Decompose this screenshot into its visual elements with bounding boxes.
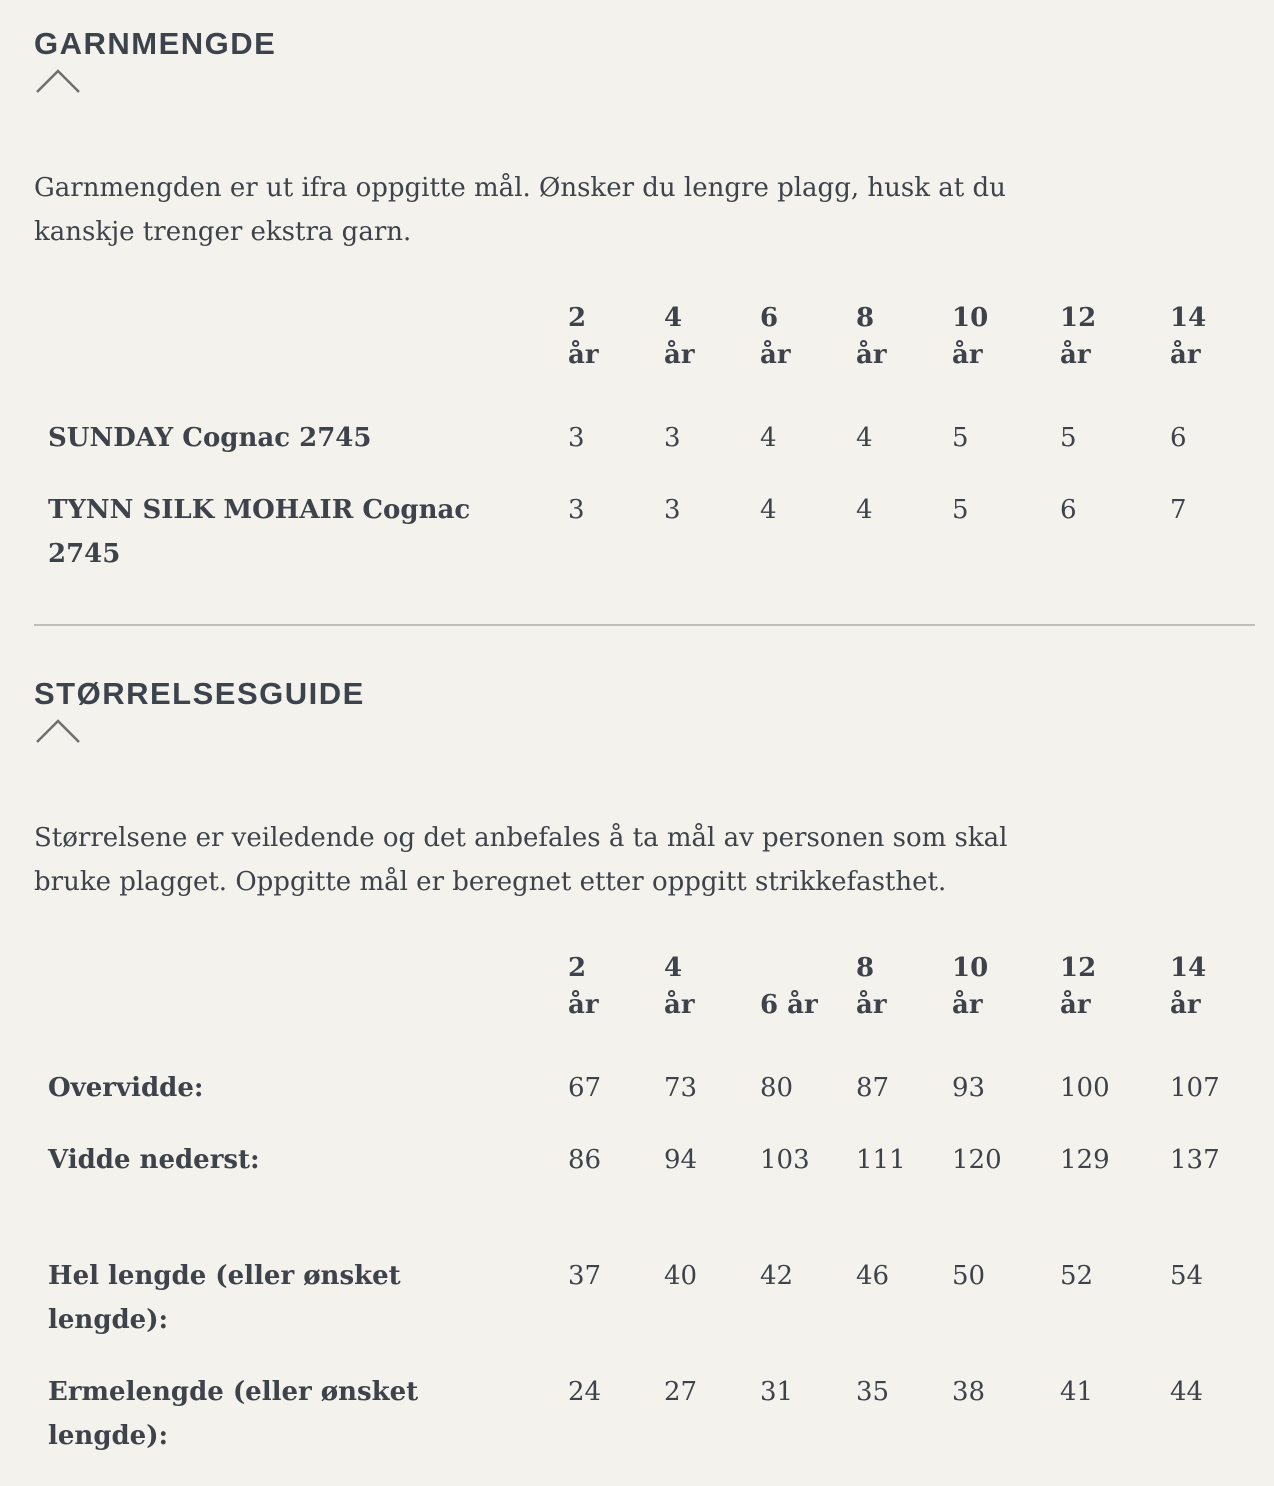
column-header: 6 år — [760, 990, 818, 1020]
cell-value: 103 — [760, 1145, 810, 1175]
row-label: Ermelengde (eller ønsket lengde): — [48, 1377, 419, 1451]
cell-value: 7 — [1170, 495, 1187, 525]
cell-value: 4 — [760, 495, 777, 525]
section-divider — [34, 624, 1255, 626]
row-label: Hel lengde (eller ønsket lengde): — [48, 1261, 401, 1335]
cell-value: 4 — [856, 423, 873, 453]
cell-value: 27 — [664, 1377, 698, 1407]
column-header-empty — [34, 950, 568, 1066]
cell-value: 80 — [760, 1073, 794, 1103]
table-row — [34, 416, 1240, 488]
cell-value: 3 — [664, 423, 681, 453]
cell-value: 42 — [760, 1261, 794, 1291]
cell-value: 44 — [1170, 1377, 1204, 1407]
cell-value: 137 — [1170, 1145, 1220, 1175]
cell-value: 93 — [952, 1073, 986, 1103]
column-header: 2 år — [568, 303, 599, 370]
cell-value: 129 — [1060, 1145, 1110, 1175]
column-header: 6 år — [760, 303, 791, 370]
cell-value: 5 — [1060, 423, 1077, 453]
table-head-row — [34, 950, 1240, 1066]
column-header: 4 år — [664, 953, 695, 1020]
table-row — [34, 1370, 1240, 1486]
cell-value: 40 — [664, 1261, 698, 1291]
cell-value: 4 — [856, 495, 873, 525]
table-row — [34, 488, 1240, 604]
column-header: 14 år — [1170, 953, 1207, 1020]
column-header: 12 år — [1060, 953, 1097, 1020]
chevron-up-icon — [35, 718, 81, 744]
column-header: 12 år — [1060, 303, 1097, 370]
cell-value: 5 — [952, 495, 969, 525]
storrelsesguide-table — [34, 950, 1240, 1486]
cell-value: 87 — [856, 1073, 890, 1103]
cell-value: 3 — [664, 495, 681, 525]
column-header: 8 år — [856, 303, 887, 370]
cell-value: 37 — [568, 1261, 602, 1291]
cell-value: 54 — [1170, 1261, 1204, 1291]
column-header: 10 år — [952, 953, 989, 1020]
cell-value: 73 — [664, 1073, 698, 1103]
cell-value: 31 — [760, 1377, 794, 1407]
cell-value: 3 — [568, 495, 585, 525]
column-header: 2 år — [568, 953, 599, 1020]
section-garnmengde — [34, 26, 1254, 604]
cell-value: 67 — [568, 1073, 602, 1103]
section-storrelsesguide — [34, 676, 1254, 1486]
cell-value: 107 — [1170, 1073, 1220, 1103]
column-header: 10 år — [952, 303, 989, 370]
column-header: 14 år — [1170, 303, 1207, 370]
cell-value: 86 — [568, 1145, 602, 1175]
cell-value: 100 — [1060, 1073, 1110, 1103]
column-header: 4 år — [664, 303, 695, 370]
cell-value: 35 — [856, 1377, 890, 1407]
cell-value: 52 — [1060, 1261, 1094, 1291]
cell-value: 111 — [856, 1145, 906, 1175]
section-title-garnmengde[interactable]: GARNMENGDE — [34, 26, 277, 61]
cell-value: 46 — [856, 1261, 890, 1291]
table-row — [34, 1210, 1240, 1370]
cell-value: 24 — [568, 1377, 602, 1407]
collapse-storrelsesguide-button[interactable] — [35, 718, 81, 744]
table-row — [34, 1138, 1240, 1210]
cell-value: 94 — [664, 1145, 698, 1175]
cell-value: 50 — [952, 1261, 986, 1291]
cell-value: 6 — [1060, 495, 1077, 525]
column-header: 8 år — [856, 953, 887, 1020]
cell-value: 4 — [760, 423, 777, 453]
section-intro: Garnmengden er ut ifra oppgitte mål. Ønsker du lengre plagg, husk at du kanskje trenger ekstra garn. — [34, 173, 1006, 247]
row-label: Overvidde: — [48, 1073, 204, 1103]
cell-value: 5 — [952, 423, 969, 453]
chevron-up-icon — [35, 68, 81, 94]
cell-value: 120 — [952, 1145, 1002, 1175]
section-title-storrelsesguide[interactable]: STØRRELSESGUIDE — [34, 676, 365, 711]
section-intro: Størrelsene er veiledende og det anbefales å ta mål av personen som skal bruke plagget. Oppgitte mål er beregnet etter oppgitt strikkefasthet. — [34, 823, 1008, 897]
collapse-garnmengde-button[interactable] — [35, 68, 81, 94]
row-label: TYNN SILK MOHAIR Cognac 2745 — [48, 495, 471, 569]
row-label: SUNDAY Cognac 2745 — [48, 423, 372, 453]
column-header-empty — [34, 300, 568, 416]
row-label: Vidde nederst: — [48, 1145, 260, 1175]
cell-value: 38 — [952, 1377, 986, 1407]
garnmengde-table — [34, 300, 1240, 604]
cell-value: 6 — [1170, 423, 1187, 453]
cell-value: 3 — [568, 423, 585, 453]
table-head-row — [34, 300, 1240, 416]
table-row — [34, 1066, 1240, 1138]
cell-value: 41 — [1060, 1377, 1094, 1407]
